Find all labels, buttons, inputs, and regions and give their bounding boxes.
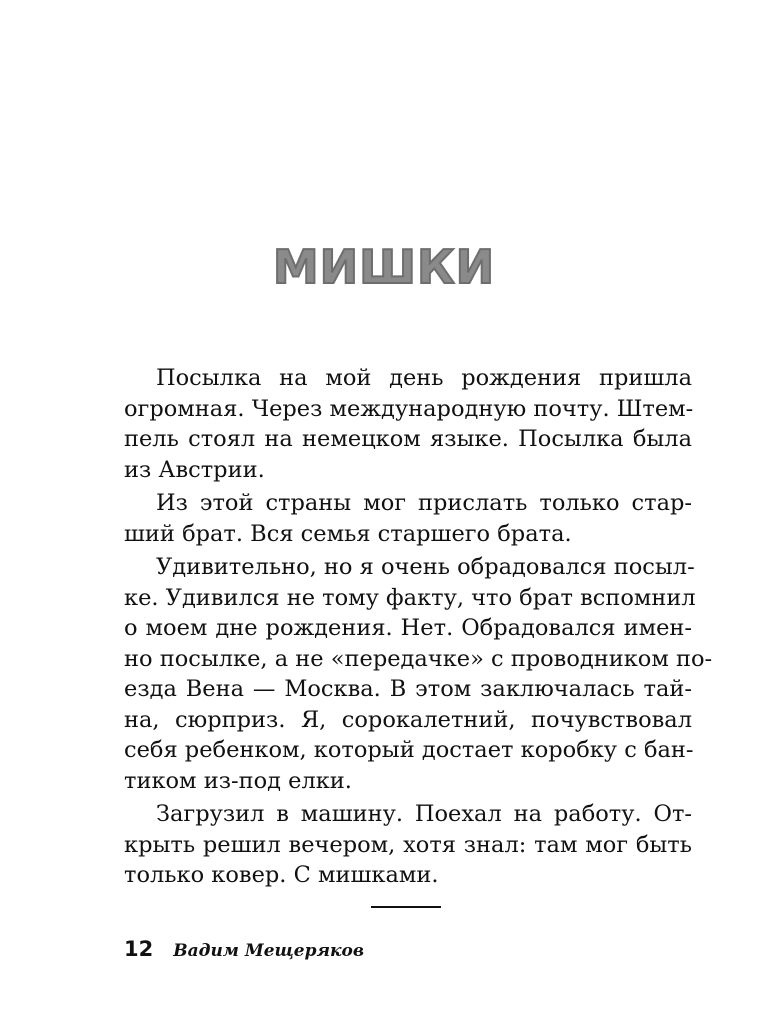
text-line: о моем дне рождения. Нет. Обрадовался имен- [124,615,692,641]
body-text [124,363,713,891]
text-line: крыть решил вечером, хотя знал: там мог быть [124,831,692,858]
text-line: ке. Удивился не тому факту, что брат вспомнил [124,584,696,611]
text-line: себя ребенком, который достает коробку с бан- [124,737,694,763]
text-line: тиком из-под елки. [124,767,352,794]
text-line: Из этой страны мог прислать только стар- [156,490,692,516]
page-number: 12 [124,937,154,961]
text-line: только ковер. С мишками. [124,862,439,888]
text-line: ший брат. Вся семья старшего брата. [124,520,572,547]
text-line: пель стоял на немецком языке. Посылка была [124,426,692,452]
running-footer-author: Вадим Мещеряков [173,941,365,961]
chapter-title: МИШКИ [272,240,496,294]
text-line: Посылка на мой день рождения пришла [156,365,692,391]
text-line: из Австрии. [124,456,265,483]
text-line: Удивительно, но я очень обрадовался посыл- [156,554,695,580]
text-line: но посылке, а не «передачке» с проводником по- [124,645,713,672]
text-line: езда Вена — Москва. В этом заключалась тай- [124,676,692,702]
text-line: огромная. Через международную почту. Штем- [124,395,694,422]
text-line: на, сюрприз. Я, сорокалетний, почувствовал [124,706,692,733]
page-footer [124,937,364,967]
section-divider [371,906,441,908]
text-line: Загрузил в машину. Поехал на работу. От- [156,801,692,827]
